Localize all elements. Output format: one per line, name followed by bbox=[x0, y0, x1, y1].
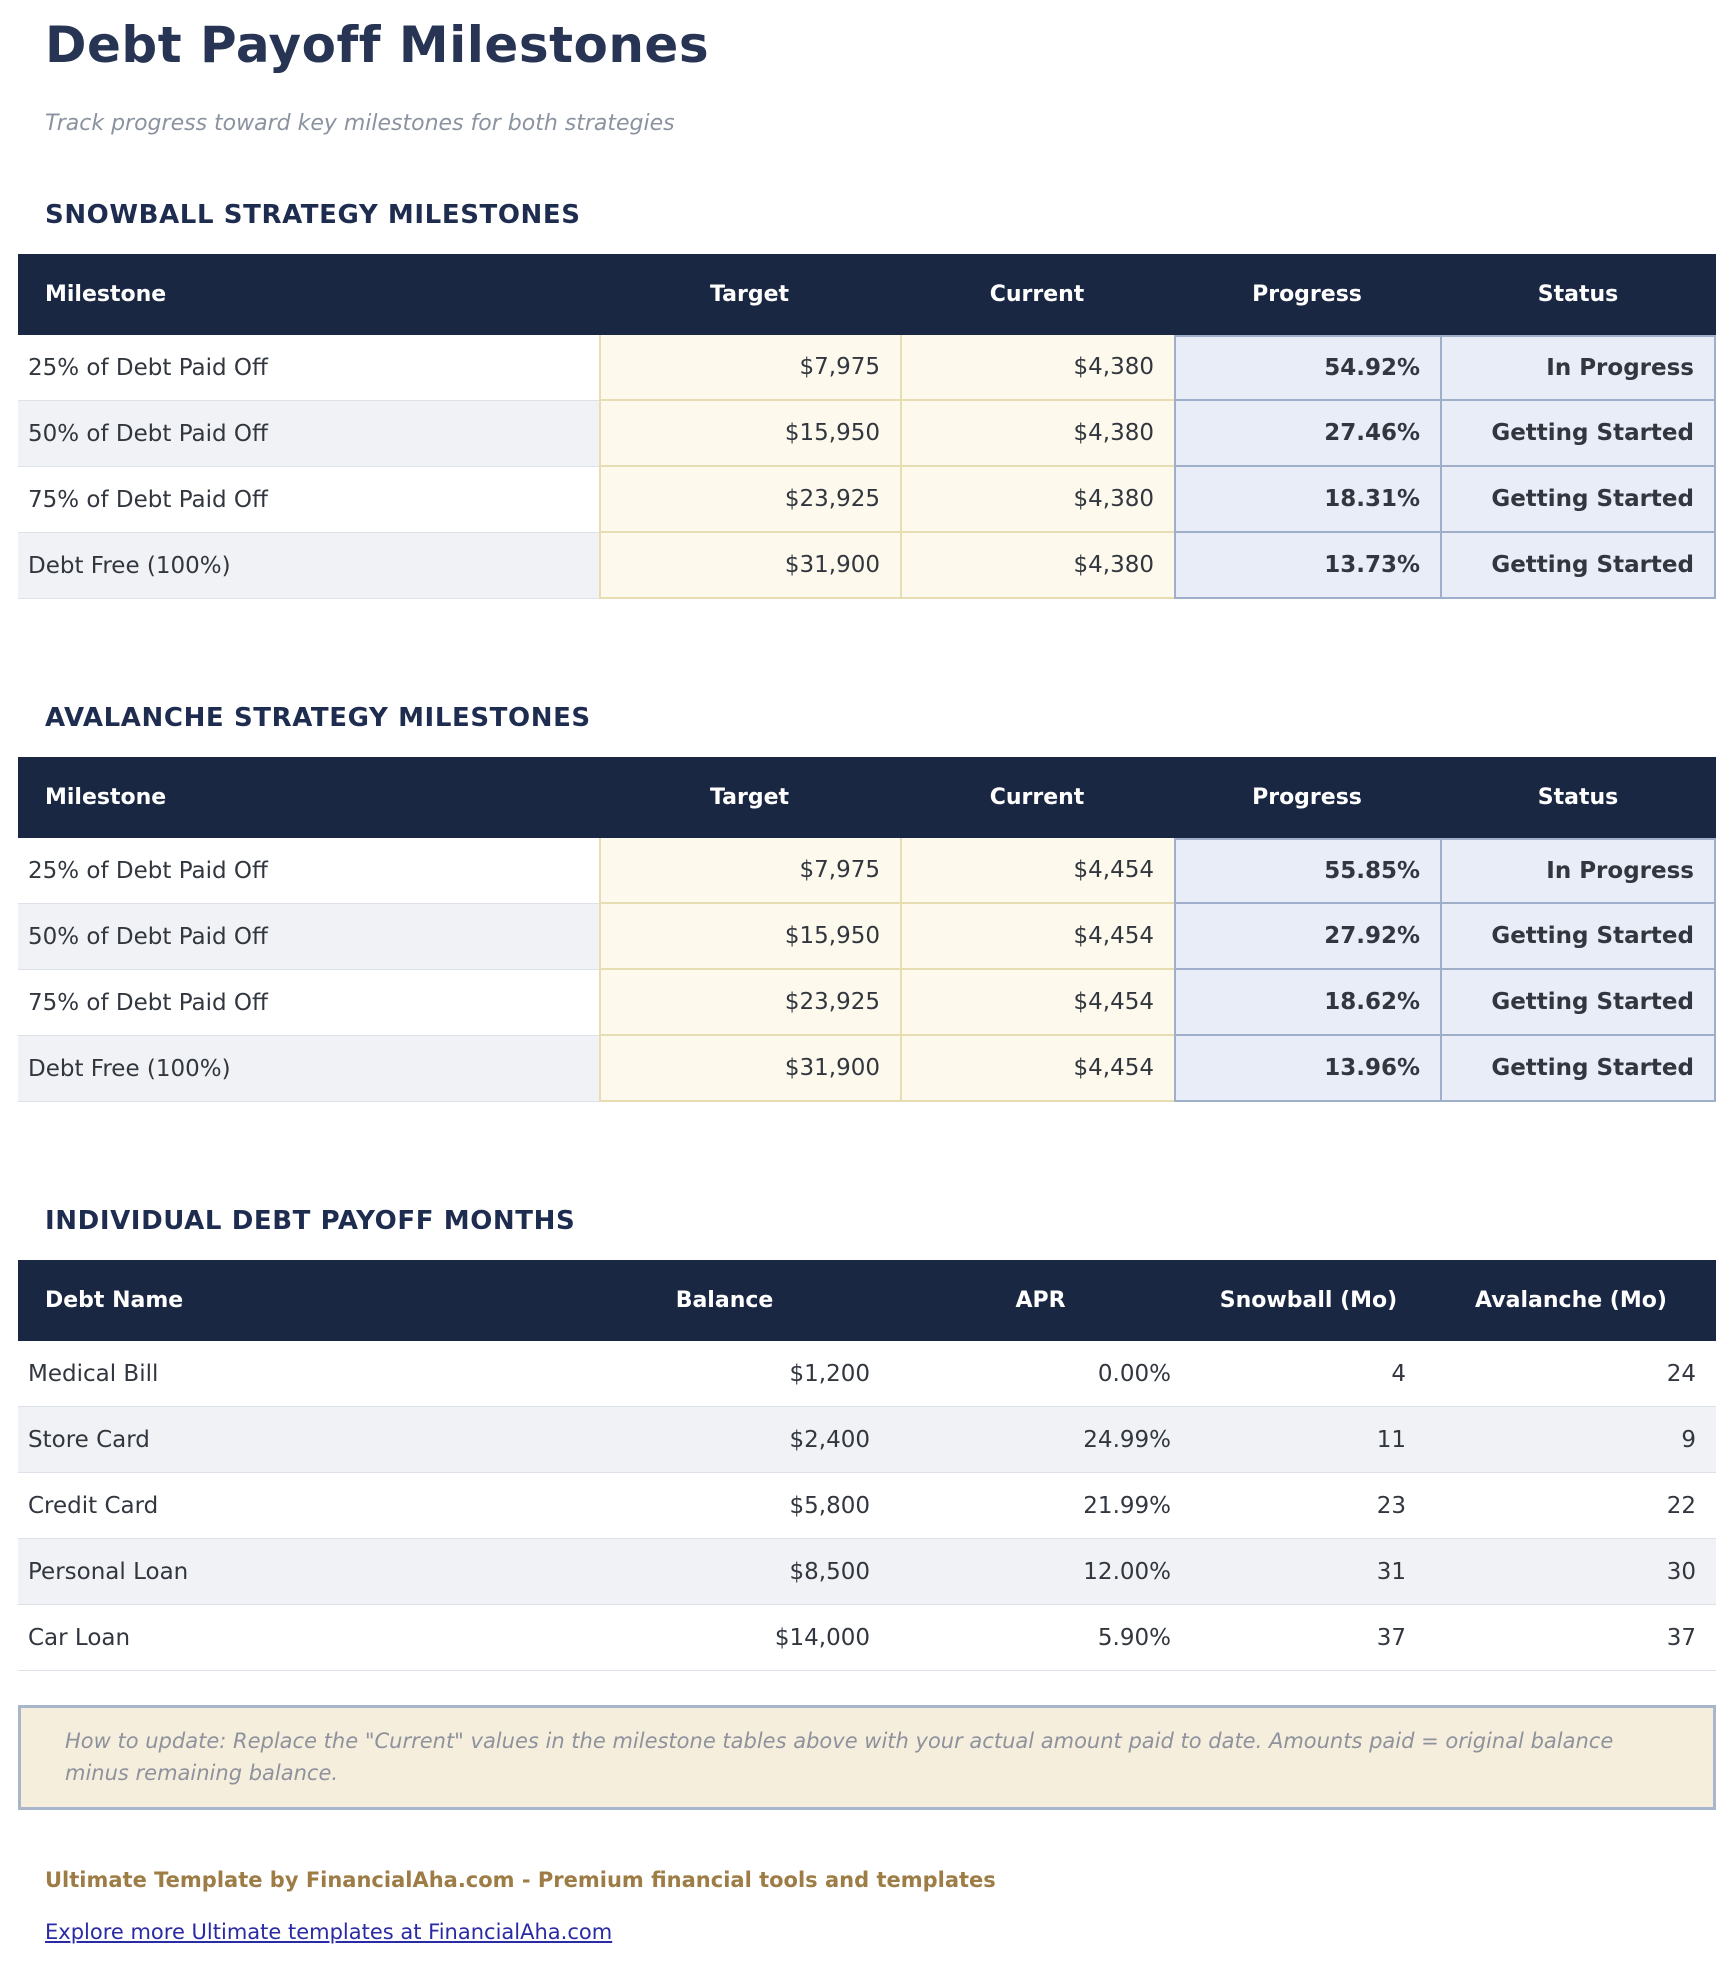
page-subtitle: Track progress toward key milestones for both strategies bbox=[45, 111, 675, 136]
snowball-months-value: 23 bbox=[1191, 1473, 1426, 1539]
column-header-snowball-months: Snowball (Mo) bbox=[1191, 1260, 1426, 1341]
progress-value: 55.85% bbox=[1174, 838, 1440, 904]
balance-value: $2,400 bbox=[559, 1407, 890, 1473]
status-value: Getting Started bbox=[1440, 904, 1716, 970]
target-value: $15,950 bbox=[599, 904, 900, 970]
milestone-label: 75% of Debt Paid Off bbox=[18, 467, 599, 533]
table-row bbox=[18, 1341, 1716, 1407]
avalanche-months-value: 24 bbox=[1426, 1341, 1716, 1407]
table-row bbox=[18, 1407, 1716, 1473]
current-value: $4,454 bbox=[900, 970, 1174, 1036]
progress-value: 18.62% bbox=[1174, 970, 1440, 1036]
footer-explore-link[interactable]: Explore more Ultimate templates at FinancialAha.com bbox=[45, 1920, 613, 1944]
table-row bbox=[18, 1036, 1716, 1102]
column-header-current: Current bbox=[900, 757, 1174, 838]
status-value: Getting Started bbox=[1440, 401, 1716, 467]
milestone-label: 50% of Debt Paid Off bbox=[18, 401, 599, 467]
debt-name: Credit Card bbox=[18, 1473, 559, 1539]
target-value: $7,975 bbox=[599, 335, 900, 401]
debt-name: Medical Bill bbox=[18, 1341, 559, 1407]
current-value: $4,380 bbox=[900, 467, 1174, 533]
table-row bbox=[18, 1605, 1716, 1671]
apr-value: 0.00% bbox=[890, 1341, 1191, 1407]
avalanche-months-value: 30 bbox=[1426, 1539, 1716, 1605]
table-row bbox=[18, 1473, 1716, 1539]
target-value: $31,900 bbox=[599, 1036, 900, 1102]
avalanche-months-value: 37 bbox=[1426, 1605, 1716, 1671]
snowball-months-value: 4 bbox=[1191, 1341, 1426, 1407]
table-row bbox=[18, 335, 1716, 401]
avalanche-months-value: 9 bbox=[1426, 1407, 1716, 1473]
current-value: $4,454 bbox=[900, 1036, 1174, 1102]
table-header-row bbox=[18, 1260, 1716, 1341]
column-header-progress: Progress bbox=[1174, 254, 1440, 335]
milestone-label: 75% of Debt Paid Off bbox=[18, 970, 599, 1036]
current-value: $4,454 bbox=[900, 838, 1174, 904]
debt-payoff-table bbox=[18, 1260, 1716, 1671]
status-value: In Progress bbox=[1440, 335, 1716, 401]
table-row bbox=[18, 401, 1716, 467]
status-value: Getting Started bbox=[1440, 1036, 1716, 1102]
balance-value: $8,500 bbox=[559, 1539, 890, 1605]
column-header-apr: APR bbox=[890, 1260, 1191, 1341]
column-header-target: Target bbox=[599, 254, 900, 335]
progress-value: 54.92% bbox=[1174, 335, 1440, 401]
milestone-label: Debt Free (100%) bbox=[18, 1036, 599, 1102]
table-row bbox=[18, 467, 1716, 533]
apr-value: 21.99% bbox=[890, 1473, 1191, 1539]
milestone-label: Debt Free (100%) bbox=[18, 533, 599, 599]
how-to-update-note bbox=[18, 1705, 1716, 1810]
current-value: $4,380 bbox=[900, 335, 1174, 401]
milestone-label: 50% of Debt Paid Off bbox=[18, 904, 599, 970]
snowball-months-value: 37 bbox=[1191, 1605, 1426, 1671]
table-row bbox=[18, 904, 1716, 970]
status-value: Getting Started bbox=[1440, 533, 1716, 599]
column-header-progress: Progress bbox=[1174, 757, 1440, 838]
avalanche-months-value: 22 bbox=[1426, 1473, 1716, 1539]
page-title: Debt Payoff Milestones bbox=[45, 16, 710, 74]
progress-value: 18.31% bbox=[1174, 467, 1440, 533]
column-header-milestone: Milestone bbox=[18, 757, 599, 838]
column-header-avalanche-months: Avalanche (Mo) bbox=[1426, 1260, 1716, 1341]
column-header-debt-name: Debt Name bbox=[18, 1260, 559, 1341]
footer-brand-text: Ultimate Template by FinancialAha.com - Premium financial tools and templates bbox=[45, 1868, 996, 1892]
progress-value: 27.46% bbox=[1174, 401, 1440, 467]
table-row bbox=[18, 838, 1716, 904]
column-header-status: Status bbox=[1440, 254, 1716, 335]
current-value: $4,380 bbox=[900, 401, 1174, 467]
balance-value: $5,800 bbox=[559, 1473, 890, 1539]
table-header-row bbox=[18, 254, 1716, 335]
milestone-label: 25% of Debt Paid Off bbox=[18, 335, 599, 401]
current-value: $4,380 bbox=[900, 533, 1174, 599]
target-value: $15,950 bbox=[599, 401, 900, 467]
column-header-current: Current bbox=[900, 254, 1174, 335]
progress-value: 27.92% bbox=[1174, 904, 1440, 970]
column-header-status: Status bbox=[1440, 757, 1716, 838]
table-row bbox=[18, 970, 1716, 1036]
section-heading-avalanche: AVALANCHE STRATEGY MILESTONES bbox=[45, 703, 591, 733]
column-header-target: Target bbox=[599, 757, 900, 838]
progress-value: 13.96% bbox=[1174, 1036, 1440, 1102]
snowball-months-value: 11 bbox=[1191, 1407, 1426, 1473]
note-text: How to update: Replace the "Current" values in the milestone tables above with your actual amount paid to date. Amounts paid = original balance minus remaining balance. bbox=[65, 1729, 1614, 1785]
table-row bbox=[18, 1539, 1716, 1605]
target-value: $23,925 bbox=[599, 970, 900, 1036]
current-value: $4,454 bbox=[900, 904, 1174, 970]
target-value: $23,925 bbox=[599, 467, 900, 533]
progress-value: 13.73% bbox=[1174, 533, 1440, 599]
apr-value: 12.00% bbox=[890, 1539, 1191, 1605]
table-header-row bbox=[18, 757, 1716, 838]
table-row bbox=[18, 533, 1716, 599]
snowball-months-value: 31 bbox=[1191, 1539, 1426, 1605]
section-heading-snowball: SNOWBALL STRATEGY MILESTONES bbox=[45, 200, 581, 230]
debt-name: Car Loan bbox=[18, 1605, 559, 1671]
target-value: $31,900 bbox=[599, 533, 900, 599]
column-header-milestone: Milestone bbox=[18, 254, 599, 335]
balance-value: $1,200 bbox=[559, 1341, 890, 1407]
milestone-label: 25% of Debt Paid Off bbox=[18, 838, 599, 904]
column-header-balance: Balance bbox=[559, 1260, 890, 1341]
balance-value: $14,000 bbox=[559, 1605, 890, 1671]
snowball-milestones-table bbox=[18, 254, 1716, 599]
section-heading-debt-payoff: INDIVIDUAL DEBT PAYOFF MONTHS bbox=[45, 1206, 576, 1236]
debt-name: Store Card bbox=[18, 1407, 559, 1473]
target-value: $7,975 bbox=[599, 838, 900, 904]
status-value: In Progress bbox=[1440, 838, 1716, 904]
apr-value: 5.90% bbox=[890, 1605, 1191, 1671]
debt-name: Personal Loan bbox=[18, 1539, 559, 1605]
status-value: Getting Started bbox=[1440, 970, 1716, 1036]
status-value: Getting Started bbox=[1440, 467, 1716, 533]
avalanche-milestones-table bbox=[18, 757, 1716, 1102]
apr-value: 24.99% bbox=[890, 1407, 1191, 1473]
